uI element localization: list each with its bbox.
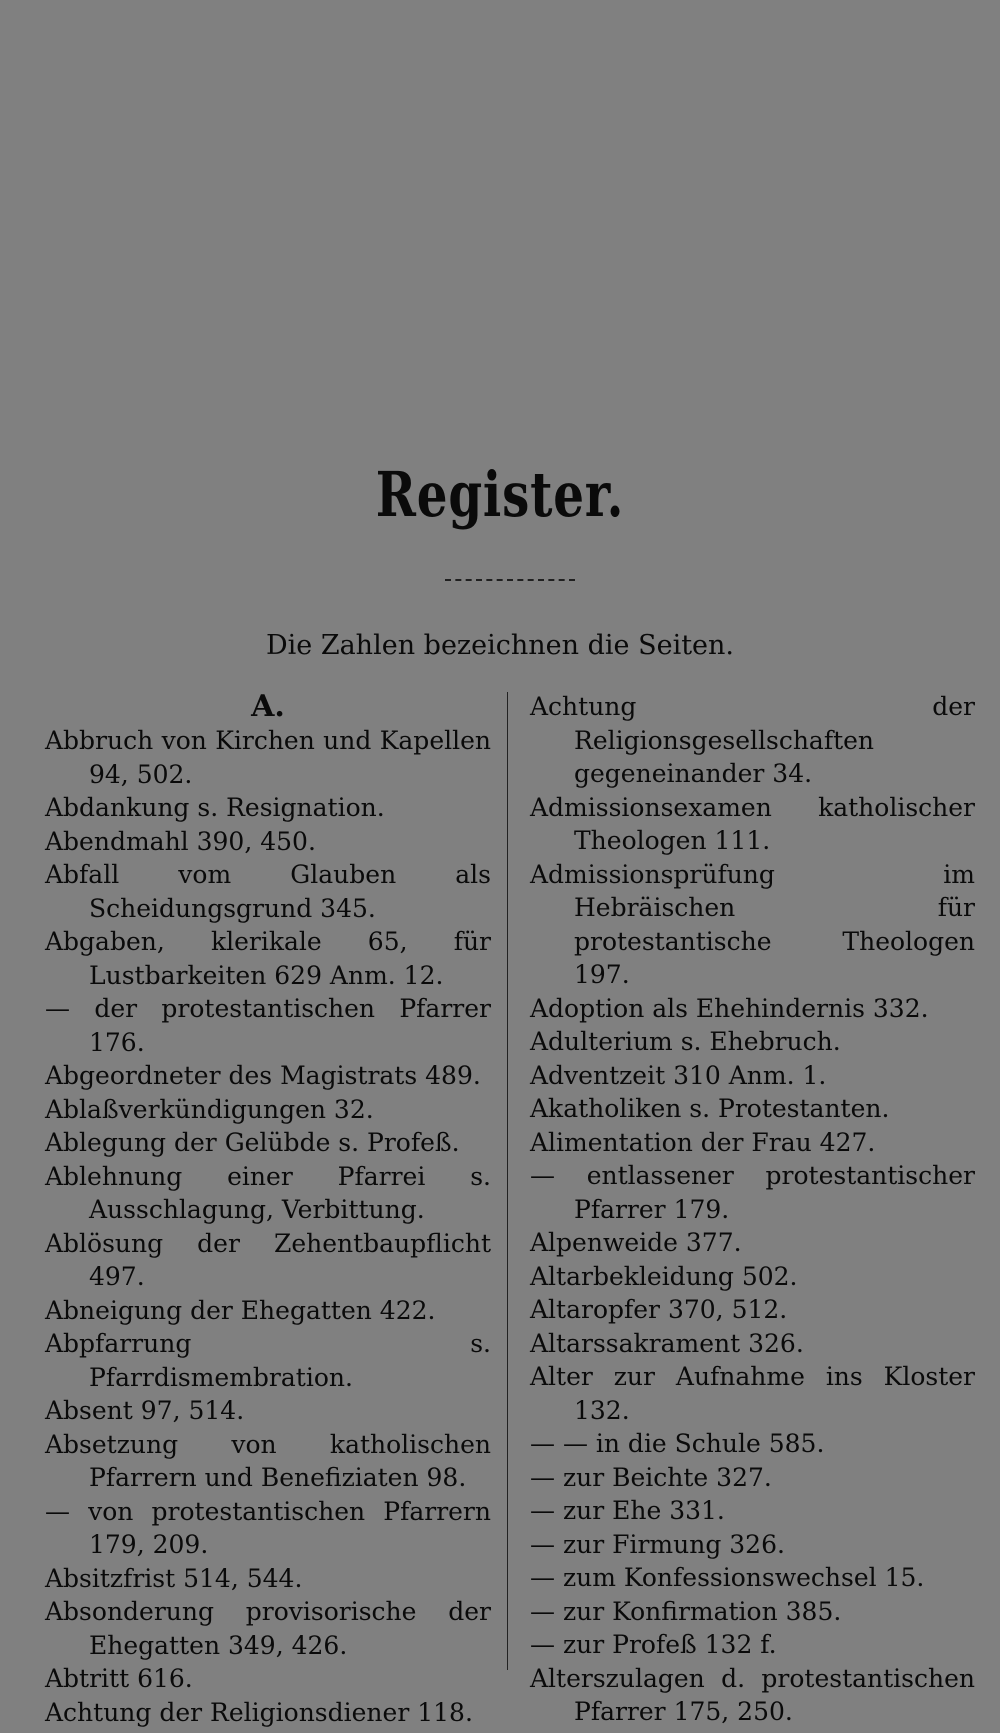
index-entry: Abgeordneter des Magistrats 489. [45,1061,481,1090]
index-entry: Altarssakrament 326. [530,1328,804,1358]
index-entry: Alter zur Aufnahme ins Kloster 132. [530,1362,975,1425]
left-entry-list [45,724,491,1729]
index-entry: Admissionsprüfung im Hebräischen für protestantische Theologen 197. [530,859,975,989]
index-entry: — zur Profeß 132 f. [530,1630,777,1659]
index-entry: Abneigung der Ehegatten 422. [45,1295,436,1325]
index-entry: Abbruch von Kirchen und Kapellen 94, 502. [45,726,491,789]
index-entry: Absonderung provisorische der Ehegatten 349, 426. [45,1597,491,1660]
index-entry: Altarbekleidung 502. [530,1261,798,1291]
column-divider [507,692,508,1670]
index-entry: Adulterium s. Ehebruch. [530,1027,841,1056]
index-entry: Abfall vom Glauben als Scheidungsgrund 345. [45,860,491,923]
index-entry: Adoption als Ehehindernis 332. [530,993,929,1023]
page-subtitle: Die Zahlen bezeichnen die Seiten. [265,630,735,661]
index-entry: Ablehnung einer Pfarrei s. Ausschlagung, Verbittung. [45,1161,491,1224]
index-entry: Abgaben, klerikale 65, für Lustbarkeiten 629 Anm. 12. [45,927,491,990]
index-entry: Ablösung der Zehentbaupflicht 497. [45,1228,491,1291]
index-entry: — der protestantischen Pfarrer 176. [45,994,491,1057]
index-entry: Altaropfer 370, 512. [530,1295,788,1324]
index-entry: Alimentation der Frau 427. [530,1127,876,1157]
index-entry: Abtritt 616. [45,1664,193,1693]
index-entry: Achtung der Religionsgesellschaften gegeneinander 34. [530,692,975,788]
index-entry: Adventzeit 310 Anm. 1. [530,1060,827,1090]
left-column [45,690,491,1729]
index-entry: — — in die Schule 585. [530,1429,825,1458]
index-entry: Alterszulagen d. protestantischen Pfarrer 175, 250. [530,1663,975,1726]
index-entry: — zur Ehe 331. [530,1496,725,1525]
index-entry: — zum Konfessionswechsel 15. [530,1563,925,1592]
section-letter: A. [251,689,285,724]
index-entry: Ablegung der Gelübde s. Profeß. [45,1128,460,1157]
index-entry: Admissionsexamen katholischer Theologen 111. [530,792,975,855]
index-entry: Absetzung von katholischen Pfarrern und Benefiziaten 98. [45,1429,491,1492]
index-entry: Absitzfrist 514, 544. [45,1563,303,1593]
index-entry: — von protestantischen Pfarrern 179, 209. [45,1496,491,1559]
index-entry: — entlassener protestantischer Pfarrer 179. [530,1161,975,1224]
index-entry: Abendmahl 390, 450. [45,826,316,856]
index-entry: Abdankung s. Resignation. [45,793,385,822]
index-entry: — zur Firmung 326. [530,1529,785,1559]
index-entry: Ablaßverkündigungen 32. [45,1094,374,1124]
index-entry: Akatholiken s. Protestanten. [530,1094,890,1123]
right-entry-list [530,690,975,1729]
index-entry: Alpenweide 377. [530,1228,742,1257]
right-column [530,690,975,1729]
title-rule [445,579,575,581]
page-title: Register. [375,458,625,531]
index-entry: Abpfarrung s. Pfarrdismembration. [45,1329,491,1392]
index-entry: — zur Beichte 327. [530,1462,772,1492]
index-entry: Achtung der Religionsdiener 118. [45,1697,473,1727]
index-entry: Absent 97, 514. [45,1396,245,1425]
index-entry: — zur Konfirmation 385. [530,1596,842,1626]
